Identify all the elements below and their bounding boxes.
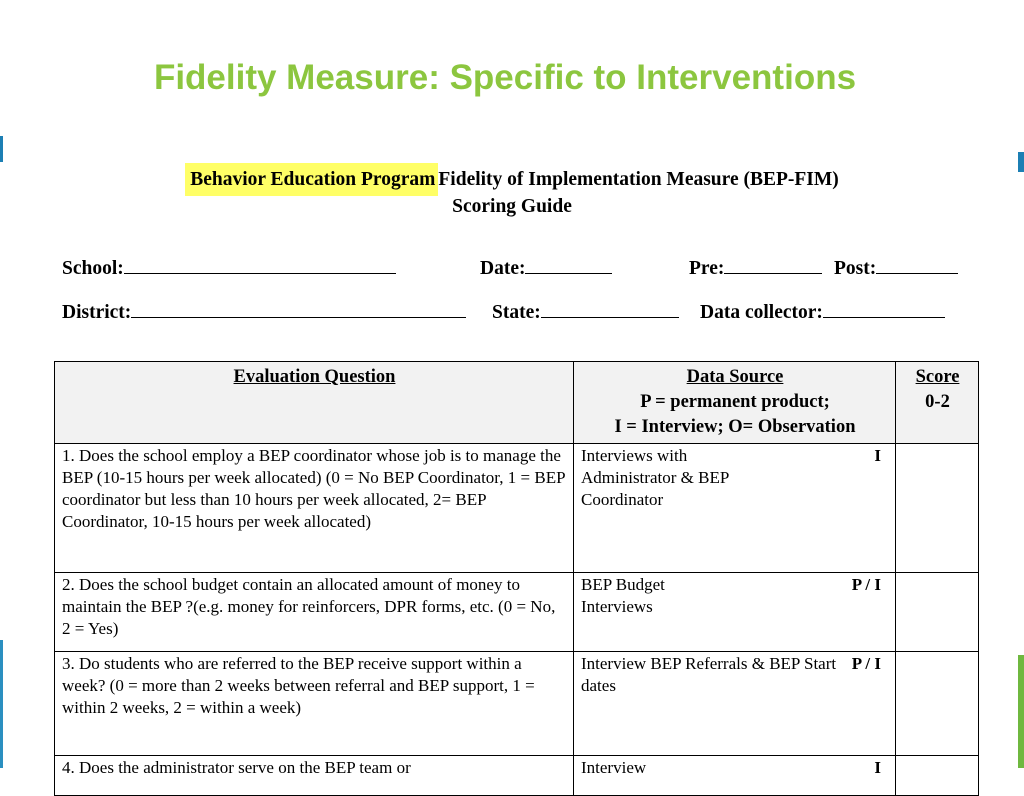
left-edge-accent bbox=[0, 136, 3, 162]
question-cell: 3. Do students who are referred to the BEP receive support within a week? (0 = more than 2 weeks between referral and BEP support, 1 = within 2 weeks, 2 = within a week) bbox=[55, 652, 574, 756]
post-label: Post: bbox=[834, 258, 877, 279]
table-row bbox=[55, 756, 979, 796]
school-label: School: bbox=[62, 258, 124, 279]
evaluation-question-header: Evaluation Question bbox=[55, 362, 574, 444]
source-code: P / I bbox=[851, 654, 881, 673]
score-cell[interactable] bbox=[896, 652, 979, 756]
date-label: Date: bbox=[480, 258, 526, 279]
table-row bbox=[55, 573, 979, 652]
state-label: State: bbox=[492, 302, 541, 323]
data-collector-field bbox=[700, 297, 945, 324]
score-cell[interactable] bbox=[896, 573, 979, 652]
source-code: I bbox=[874, 446, 881, 465]
district-field bbox=[62, 297, 466, 324]
school-field bbox=[62, 253, 396, 280]
date-field bbox=[480, 253, 612, 280]
question-cell: 2. Does the school budget contain an allocated amount of money to maintain the BEP ?(e.g. money for reinforcers, DPR forms, etc. (0 = No, 2 = Yes) bbox=[55, 573, 574, 652]
state-blank[interactable] bbox=[541, 297, 679, 318]
score-cell[interactable] bbox=[896, 756, 979, 796]
scoring-guide-subheading: Scoring Guide bbox=[452, 196, 572, 217]
document-heading bbox=[0, 166, 1024, 220]
data-collector-label: Data collector: bbox=[700, 302, 823, 323]
source-cell: Interviews with Administrator & BEP Coordinator I bbox=[574, 444, 896, 573]
right-edge-accent-lower bbox=[1018, 655, 1024, 768]
source-cell: Interview I bbox=[574, 756, 896, 796]
table-row bbox=[55, 444, 979, 573]
district-label: District: bbox=[62, 302, 132, 323]
pre-label: Pre: bbox=[689, 258, 725, 279]
left-edge-accent-lower bbox=[0, 640, 3, 768]
evaluation-table bbox=[54, 361, 979, 796]
data-collector-blank[interactable] bbox=[823, 297, 945, 318]
question-cell: 1. Does the school employ a BEP coordinator whose job is to manage the BEP (10-15 hours per week allocated) (0 = No BEP Coordinator, 1 = BEP coordinator but less than 10 hours per week allocated, 2= BEP Coordinator, 10-15 hours per week allocated) bbox=[55, 444, 574, 573]
table-row bbox=[55, 652, 979, 756]
post-blank[interactable] bbox=[876, 253, 958, 274]
score-header: Score 0-2 bbox=[896, 362, 979, 444]
date-blank[interactable] bbox=[525, 253, 612, 274]
school-blank[interactable] bbox=[124, 253, 396, 274]
slide-title: Fidelity Measure: Specific to Interventions bbox=[153, 58, 857, 97]
score-cell[interactable] bbox=[896, 444, 979, 573]
state-field bbox=[492, 297, 679, 324]
program-name-highlight: Behavior Education Program bbox=[185, 163, 438, 196]
source-cell: BEP Budget Interviews P / I bbox=[574, 573, 896, 652]
district-blank[interactable] bbox=[131, 297, 466, 318]
pre-field bbox=[689, 253, 822, 280]
post-field bbox=[834, 253, 958, 280]
data-source-header: Data Source P = permanent product; I = Interview; O= Observation bbox=[574, 362, 896, 444]
table-header-row bbox=[55, 362, 979, 444]
heading-rest: Fidelity of Implementation Measure (BEP-FIM) bbox=[438, 169, 839, 190]
source-code: P / I bbox=[851, 575, 881, 594]
question-cell: 4. Does the administrator serve on the BEP team or bbox=[55, 756, 574, 796]
pre-blank[interactable] bbox=[724, 253, 822, 274]
source-code: I bbox=[874, 758, 881, 777]
source-cell: Interview BEP Referrals & BEP Start dates P / I bbox=[574, 652, 896, 756]
